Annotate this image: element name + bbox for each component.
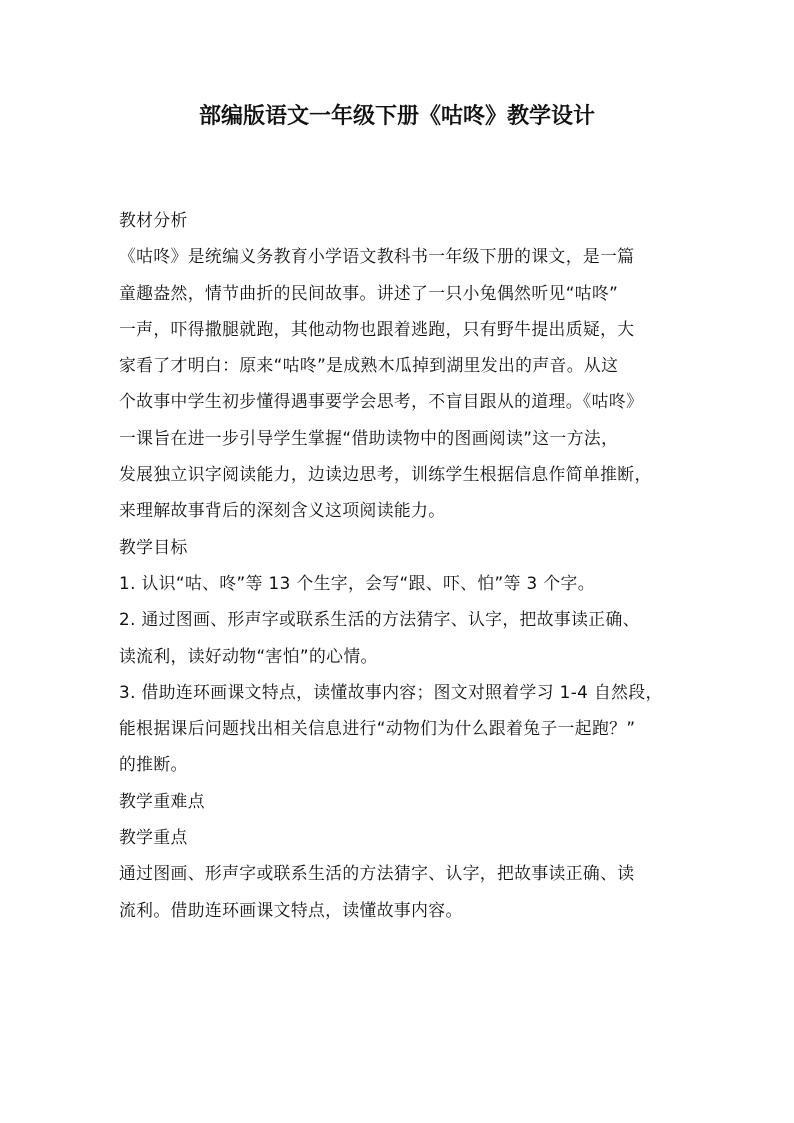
document-title: 部编版语文一年级下册《咕咚》教学设计 xyxy=(198,104,595,129)
goal-item-2-continued: 读流利，读好动物“害怕”的心情。 xyxy=(119,645,378,666)
paragraph-line: 通过图画、形声字或联系生活的方法猜字、认字，把故事读正确、读 xyxy=(119,863,635,884)
goal-item-1: 1. 认识“咕、咚”等 13 个生字，会写“跟、吓、怕”等 3 个字。 xyxy=(119,572,595,593)
document-body xyxy=(119,202,685,928)
section-heading-textbook-analysis: 教材分析 xyxy=(119,210,188,230)
paragraph-line: 一声，吓得撒腿就跑，其他动物也跟着逃跑，只有野牛提出质疑，大 xyxy=(119,318,635,339)
paragraph-line: 一课旨在进一步引导学生掌握“借助读物中的图画阅读”这一方法， xyxy=(119,427,619,448)
paragraph-line: 《咕咚》是统编义务教育小学语文教科书一年级下册的课文，是一篇 xyxy=(119,246,635,267)
paragraph-line: 家看了才明白：原来“咕咚”是成熟木瓜掉到湖里发出的声音。从这 xyxy=(119,355,619,376)
goal-item-3: 3. 借助连环画课文特点，读懂故事内容；图文对照着学习 1-4 自然段， xyxy=(119,681,663,702)
goal-item-3-continued: 的推断。 xyxy=(119,754,188,775)
paragraph-line: 来理解故事背后的深刻含义这项阅读能力。 xyxy=(119,500,446,521)
subheading-key-points: 教学重点 xyxy=(119,827,188,848)
section-heading-key-difficulties: 教学重难点 xyxy=(119,790,205,811)
goal-item-3-continued: 能根据课后问题找出相关信息进行“动物们为什么跟着兔子一起跑？” xyxy=(119,718,636,739)
paragraph-line: 童趣盎然，情节曲折的民间故事。讲述了一只小兔偶然听见“咕咚” xyxy=(119,282,619,303)
paragraph-line: 个故事中学生初步懂得遇事要学会思考，不盲目跟从的道理。《咕咚》 xyxy=(119,391,644,412)
goal-item-2: 2. 通过图画、形声字或联系生活的方法猜字、认字，把故事读正确、 xyxy=(119,609,640,630)
paragraph-line: 流利。借助连环画课文特点，读懂故事内容。 xyxy=(119,899,463,920)
section-heading-teaching-goals: 教学目标 xyxy=(119,536,188,557)
paragraph-line: 发展独立识字阅读能力，边读边思考，训练学生根据信息作简单推断， xyxy=(119,464,652,485)
